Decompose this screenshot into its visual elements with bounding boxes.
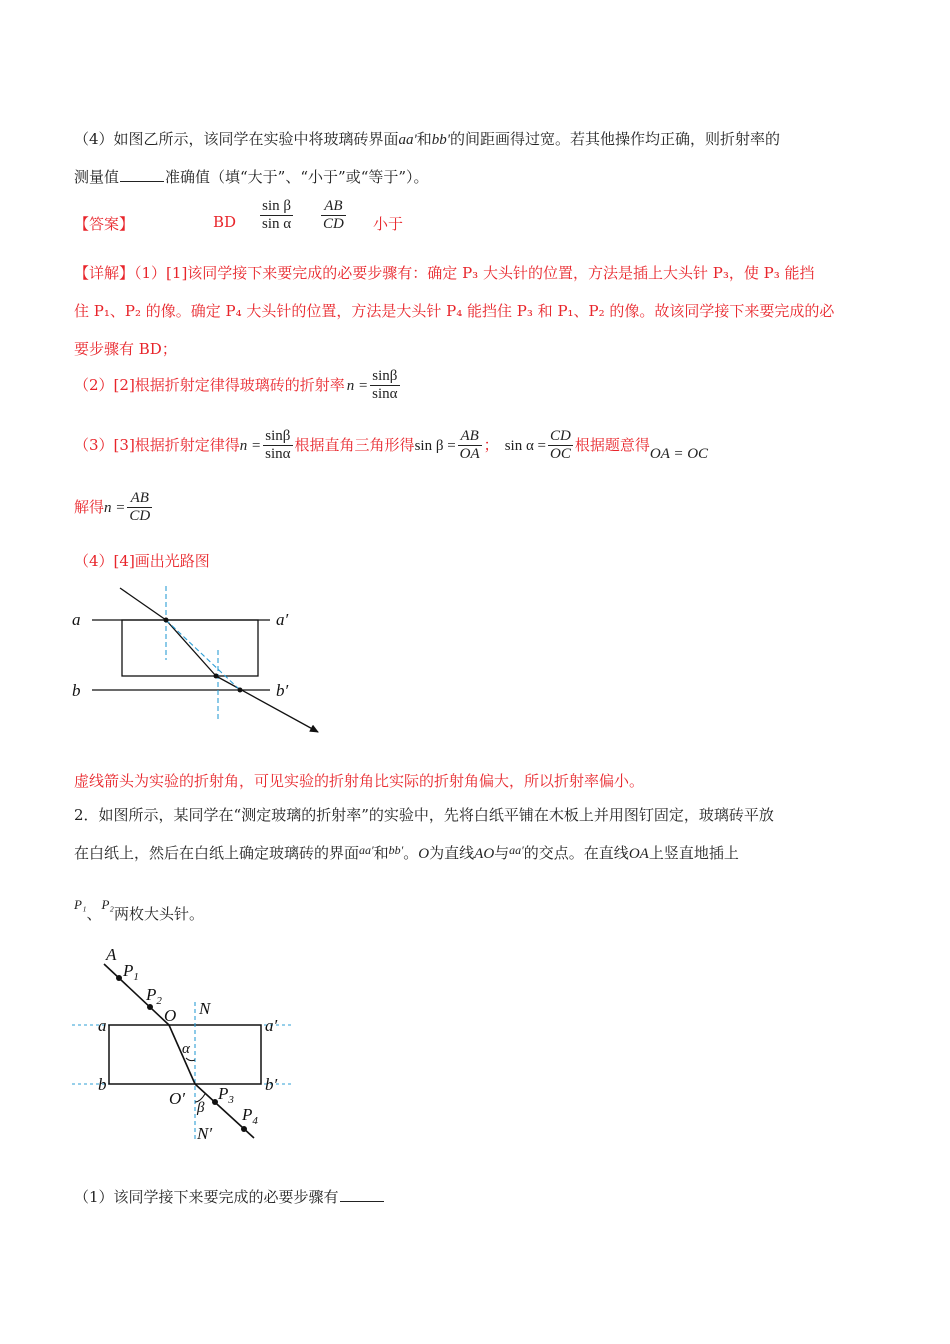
fig1-label-a-prime: a′ [276, 610, 289, 629]
detail-p2 [74, 368, 402, 404]
frac-cd-solve: CD [129, 508, 151, 525]
q4-aa: aa' [398, 132, 417, 148]
q2-l2-a: 在白纸上，然后在白纸上确定玻璃砖的界面 [74, 844, 360, 862]
detail-line2: 住 P₁、P₂ 的像。确定 P₄ 大头针的位置，方法是大头针 P₄ 能挡住 P₃ 和 P₁、P₂ 的像。故该同学接下来要完成的必 [74, 302, 835, 320]
frac-ab-p3: AB [458, 428, 482, 446]
frac-ab-solve: AB [127, 490, 152, 508]
angle-alpha-arc [186, 1058, 195, 1061]
answer-small: 小于 [373, 215, 404, 233]
detail-p3-text-c: ； [483, 435, 499, 454]
fig2-label-N-prime: N′ [197, 1124, 213, 1143]
sinb-eq: sin β = [414, 437, 456, 454]
detail-label: 【详解】 [74, 264, 135, 282]
detail-conclusion: 虚线箭头为实验的折射角，可见实验的折射角比实际的折射角偏大，所以折射率偏小。 [74, 772, 645, 790]
q2-l2-f: 上竖直地插上 [648, 844, 739, 862]
exit-ray [216, 676, 318, 732]
detail-p2-text: （2）[2]根据折射定律得玻璃砖的折射率 [74, 375, 345, 394]
answer-f1-num: sin β [260, 198, 293, 216]
incident-ray [120, 588, 166, 620]
frac-sina-p3: sinα [265, 446, 291, 463]
q4-bb: bb' [431, 132, 450, 148]
q4-line2-a: 测量值 [74, 168, 120, 186]
fig2-label-P4: $P_4$ [242, 1105, 258, 1127]
q2-aa: aa′ [359, 843, 374, 857]
detail-p4: （4）[4]画出光路图 [74, 552, 210, 570]
fig2-label-b-prime: b′ [265, 1075, 278, 1094]
answer-f2-den: CD [323, 216, 344, 233]
sina-eq: sin α = [504, 437, 547, 454]
pin-P1 [116, 975, 122, 981]
incidence-point [164, 618, 169, 623]
fig2-label-N: N [199, 999, 211, 1018]
frac-oc-p3: OC [550, 446, 571, 463]
detail-solve [74, 490, 154, 526]
fig2-label-P3: $P_3$ [218, 1084, 234, 1106]
detail-p3 [74, 428, 708, 464]
measured-exit-point [238, 688, 243, 693]
frac-sina-p2: sinα [372, 386, 398, 403]
q2-OA: OA [628, 846, 649, 862]
q2-l2-d: 与 [494, 844, 510, 862]
glass-brick [122, 620, 258, 676]
oa-eq-oc: OA = OC [649, 445, 709, 462]
q2-he: 和 [373, 844, 389, 862]
refraction-setup-figure [66, 942, 306, 1152]
q2-line3 [74, 897, 204, 924]
q2-sep: 、 [86, 905, 102, 923]
pin-P2 [147, 1004, 153, 1010]
pin-P4 [241, 1126, 247, 1132]
q4-line1 [74, 128, 780, 149]
q4-line2 [74, 166, 429, 187]
q4-text-a: （4）如图乙所示，该同学在实验中将玻璃砖界面 [74, 130, 399, 148]
answer-fraction-ab [319, 198, 348, 234]
light-path-figure [60, 580, 340, 740]
q2-sub1-text: （1）该同学接下来要完成的必要步骤有 [74, 1188, 339, 1206]
detail-l1: （1）[1]该同学接下来要完成的必要步骤有：确定 P₃ 大头针的位置，方法是插上大头针 P₃，使 P₃ 能挡 [134, 264, 815, 282]
answer-bd: BD [213, 213, 237, 231]
fig2-label-O-prime: O′ [169, 1089, 185, 1108]
q2-aa2: aa′ [509, 843, 524, 857]
q2-l2-c: 为直线 [429, 844, 475, 862]
q4-line2-b: 准确值（填“大于”、“小于”或“等于”）。 [165, 168, 429, 186]
n-eq-p3: n = [239, 437, 262, 454]
fig1-label-b-prime: b′ [276, 681, 289, 700]
fig2-label-O: O [164, 1006, 177, 1025]
frac-oa-p3: OA [459, 446, 480, 463]
answer-fraction-sin [258, 198, 295, 234]
q2-sub1 [74, 1186, 385, 1207]
q2-p2: P₂ [101, 897, 114, 912]
n-eq-solve: n = [104, 499, 126, 516]
answer-f2-num: AB [321, 198, 346, 216]
fig2-label-b: b [98, 1075, 107, 1094]
fig2-label-P2: $P_2$ [146, 985, 162, 1007]
fig1-label-b: b [72, 681, 81, 700]
answer-label: 【答案】 [74, 215, 135, 233]
refracted-ray-measured [166, 620, 240, 690]
detail-line3: 要步骤有 BD； [74, 340, 177, 358]
fig2-label-P1: $P_1$ [123, 961, 139, 983]
q2-line2 [74, 842, 739, 863]
frac-sinb-p2: sinβ [370, 368, 399, 386]
detail-p3-text-d: 根据题意得 [574, 435, 650, 454]
q2-p1: P₁ [74, 897, 87, 912]
frac-cd-p3: CD [548, 428, 573, 446]
fig2-label-beta: β [197, 1100, 205, 1116]
q4-he: 和 [416, 130, 432, 148]
detail-solve-text: 解得 [74, 497, 105, 516]
refracted-ray-actual [166, 620, 216, 676]
detail-p3-text-b: 根据直角三角形得 [294, 435, 415, 454]
q2-O: O [418, 846, 430, 862]
answer-blank [120, 180, 164, 182]
detail-p3-text-a: （3）[3]根据折射定律得 [74, 435, 240, 454]
q2-line1: 2．如图所示，某同学在“测定玻璃的折射率”的实验中，先将白纸平铺在木板上并用图钉固定，玻璃砖平放 [74, 806, 774, 824]
answer-f1-den: sin α [262, 216, 292, 233]
fig2-label-a: a [98, 1016, 107, 1035]
exit-point [214, 674, 219, 679]
fig2-label-a-prime: a′ [265, 1016, 278, 1035]
q2-bb: bb′ [388, 843, 404, 857]
fig1-label-a: a [72, 610, 81, 629]
q2-l3: 两枚大头针。 [113, 905, 204, 923]
detail-line1 [74, 262, 814, 283]
fig2-label-alpha: α [182, 1041, 190, 1057]
frac-sinb-p3: sinβ [263, 428, 292, 446]
q2-l2-e: 的交点。在直线 [523, 844, 629, 862]
q4-text-b: 的间距画得过宽。若其他操作均正确，则折射率的 [450, 130, 781, 148]
sub1-blank [340, 1200, 384, 1202]
q2-l2-b: 。 [403, 844, 419, 862]
n-eq-p2: n = [346, 377, 369, 394]
q2-AO: AO [474, 846, 495, 862]
fig2-label-A: A [106, 945, 117, 964]
